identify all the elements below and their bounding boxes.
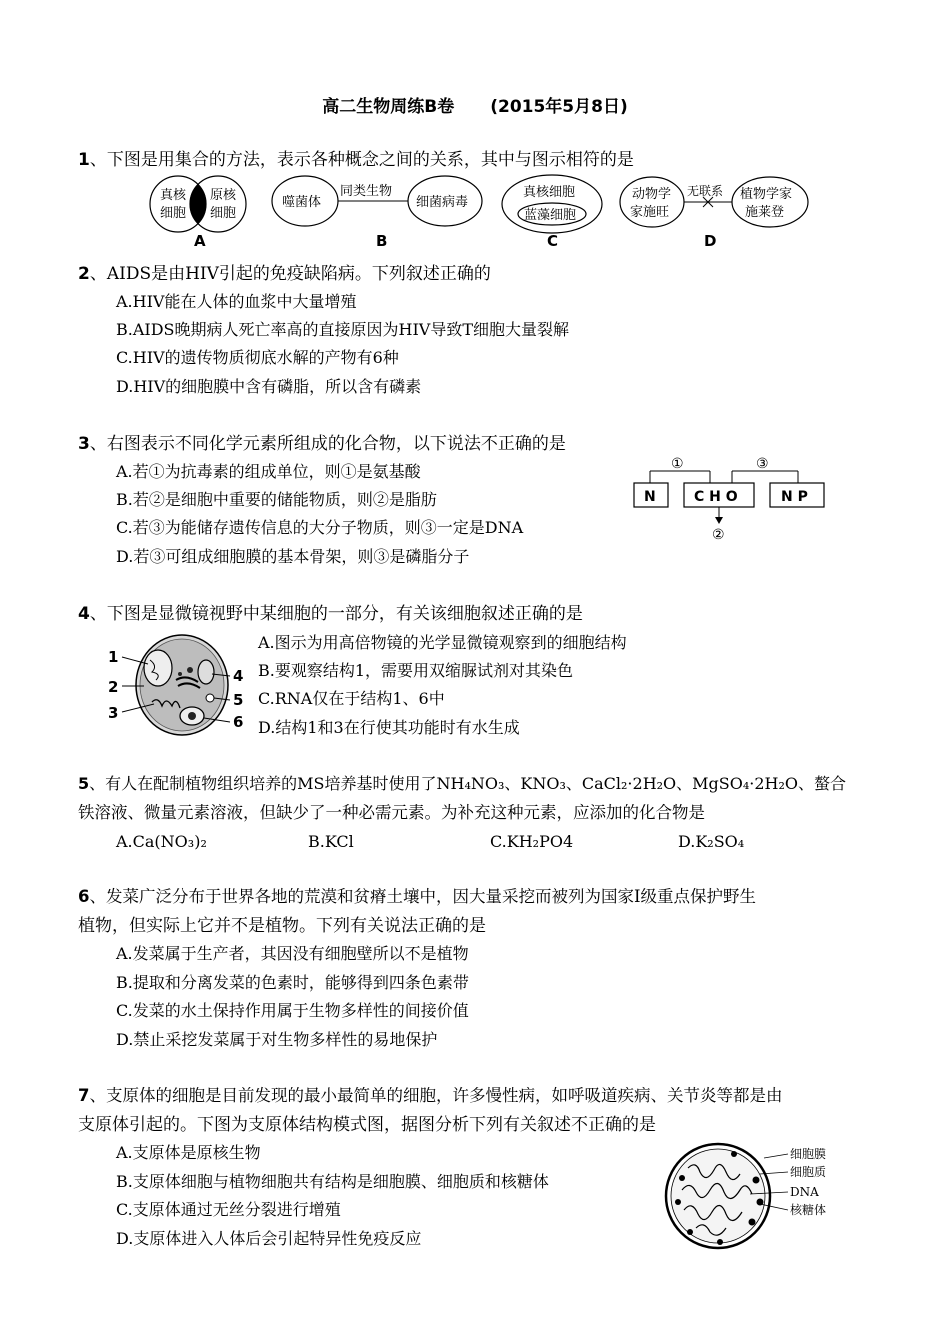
d-middle: 无联系 xyxy=(687,184,724,198)
question-7-line-2: 支原体引起的。下图为支原体结构模式图，据图分析下列有关叙述不正确的是 xyxy=(78,1115,656,1135)
title-main: 高二生物周练B卷 xyxy=(322,97,455,117)
diagram-a xyxy=(150,176,246,232)
question-number: 3 xyxy=(78,434,90,454)
cell-label-2: 2 xyxy=(108,678,119,696)
question-2 xyxy=(78,260,878,288)
d-left-1: 动物学 xyxy=(632,187,672,202)
page-title xyxy=(0,92,950,117)
question-number: 7 xyxy=(78,1086,90,1105)
label-a: A xyxy=(194,232,206,250)
q7-option-c: C.支原体通过无丝分裂进行增殖 xyxy=(116,1200,341,1219)
question-line-1: 、发菜广泛分布于世界各地的荒漠和贫瘠土壤中，因大量采挖而被列为国家Ⅰ级重点保护野生 xyxy=(89,887,757,906)
q7-mycoplasma-diagram xyxy=(660,1140,860,1260)
a-right-1: 原核 xyxy=(210,188,237,203)
question-text: 、AIDS是由HIV引起的免疫缺陷病。下列叙述正确的 xyxy=(89,264,491,284)
question-6-line-2: 植物，但实际上它并不是植物。下列有关说法正确的是 xyxy=(78,916,486,936)
box3-text: N P xyxy=(781,489,808,505)
box1-text: N xyxy=(644,489,656,505)
q5-option-c: C.KH₂PO4 xyxy=(490,832,574,851)
label-d: D xyxy=(704,232,717,250)
q6-option-b: B.提取和分离发菜的色素时，能够得到四条色素带 xyxy=(116,973,469,992)
mark-2: ② xyxy=(712,527,725,543)
diagram-b xyxy=(272,176,482,226)
d-right-2: 施莱登 xyxy=(745,205,785,220)
question-number: 2 xyxy=(78,264,90,284)
myco-label-cytoplasm: 细胞质 xyxy=(790,1165,827,1179)
q5-option-d: D.K₂SO₄ xyxy=(678,832,745,851)
q3-option-c: C.若③为能储存遗传信息的大分子物质，则③一定是DNA xyxy=(116,518,524,537)
myco-label-dna: DNA xyxy=(790,1185,819,1199)
question-line-1: 、有人在配制植物组织培养的MS培养基时使用了NH₄NO₃、KNO₃、CaCl₂·2H₂O、MgSO₄·2H₂O、螯合 xyxy=(89,774,847,793)
q5-option-a: A.Ca(NO₃)₂ xyxy=(116,832,207,851)
question-text: 、右图表示不同化学元素所组成的化合物，以下说法不正确的是 xyxy=(89,434,566,454)
question-number: 6 xyxy=(78,887,90,906)
question-text: 、下图是显微镜视野中某细胞的一部分，有关该细胞叙述正确的是 xyxy=(89,604,583,624)
question-6 xyxy=(78,883,878,911)
q6-option-c: C.发菜的水土保持作用属于生物多样性的间接价值 xyxy=(116,1001,469,1020)
diagram-d xyxy=(620,177,808,227)
question-number: 5 xyxy=(78,774,90,793)
q2-option-b: B.AIDS晚期病人死亡率高的直接原因为HIV导致T细胞大量裂解 xyxy=(116,320,570,339)
question-5 xyxy=(78,770,878,798)
cell-label-1: 1 xyxy=(108,648,119,666)
title-date: (2015年5月8日) xyxy=(490,97,628,117)
question-number: 1 xyxy=(78,150,90,170)
q6-option-d: D.禁止采挖发菜属于对生物多样性的易地保护 xyxy=(116,1030,438,1049)
q3-option-d: D.若③可组成细胞膜的基本骨架，则③是磷脂分子 xyxy=(116,547,470,566)
question-4 xyxy=(78,600,878,628)
d-left-2: 家施旺 xyxy=(630,205,670,220)
question-7 xyxy=(78,1082,878,1110)
b-middle: 同类生物 xyxy=(340,184,393,199)
question-text: 、下图是用集合的方法，表示各种概念之间的关系，其中与图示相符的是 xyxy=(89,150,634,170)
c-inner: 蓝藻细胞 xyxy=(524,208,577,223)
q7-option-a: A.支原体是原核生物 xyxy=(116,1143,261,1162)
q3-element-diagram xyxy=(632,455,832,545)
q2-option-c: C.HIV的遗传物质彻底水解的产物有6种 xyxy=(116,348,399,367)
label-c: C xyxy=(547,232,559,250)
diagram-c xyxy=(502,175,602,233)
label-b: B xyxy=(376,232,388,250)
cell-label-3: 3 xyxy=(108,704,119,722)
question-3 xyxy=(78,430,878,458)
cell-label-6: 6 xyxy=(233,713,244,731)
box2-text: C H O xyxy=(694,489,738,505)
b-left: 噬菌体 xyxy=(282,195,322,210)
question-1 xyxy=(78,146,878,174)
mark-1: ① xyxy=(671,456,684,472)
q3-option-a: A.若①为抗毒素的组成单位，则①是氨基酸 xyxy=(116,462,421,481)
q4-cell-diagram xyxy=(106,630,256,740)
q4-option-a: A.图示为用高倍物镜的光学显微镜观察到的细胞结构 xyxy=(258,633,627,652)
q5-option-b: B.KCl xyxy=(308,832,354,851)
d-right-1: 植物学家 xyxy=(740,187,793,202)
q4-option-d: D.结构1和3在行使其功能时有水生成 xyxy=(258,718,520,737)
cell-label-4: 4 xyxy=(233,667,244,685)
a-left-1: 真核 xyxy=(160,188,187,203)
a-right-2: 细胞 xyxy=(210,206,237,221)
mark-3: ③ xyxy=(756,456,769,472)
c-outer: 真核细胞 xyxy=(523,185,576,200)
q2-option-d: D.HIV的细胞膜中含有磷脂，所以含有磷素 xyxy=(116,377,422,396)
q7-option-b: B.支原体细胞与植物细胞共有结构是细胞膜、细胞质和核糖体 xyxy=(116,1172,549,1191)
question-line-1: 、支原体的细胞是目前发现的最小最简单的细胞，许多慢性病，如呼吸道疾病、关节炎等都是由 xyxy=(89,1086,783,1105)
myco-label-ribosome: 核糖体 xyxy=(790,1203,827,1217)
q4-option-b: B.要观察结构1，需要用双缩脲试剂对其染色 xyxy=(258,661,574,680)
q2-option-a: A.HIV能在人体的血浆中大量增殖 xyxy=(116,292,357,311)
q3-option-b: B.若②是细胞中重要的储能物质，则②是脂肪 xyxy=(116,490,437,509)
q6-option-a: A.发菜属于生产者，其因没有细胞壁所以不是植物 xyxy=(116,944,469,963)
question-number: 4 xyxy=(78,604,90,624)
a-left-2: 细胞 xyxy=(160,206,187,221)
q1-set-diagrams xyxy=(130,174,830,254)
b-right: 细菌病毒 xyxy=(416,195,469,210)
myco-label-membrane: 细胞膜 xyxy=(790,1147,827,1161)
q4-option-c: C.RNA仅在于结构1、6中 xyxy=(258,689,445,708)
cell-label-5: 5 xyxy=(233,691,244,709)
question-5-line-2: 铁溶液、微量元素溶液，但缺少了一种必需元素。为补充这种元素，应添加的化合物是 xyxy=(78,803,705,822)
q7-option-d: D.支原体进入人体后会引起特异性免疫反应 xyxy=(116,1229,422,1248)
